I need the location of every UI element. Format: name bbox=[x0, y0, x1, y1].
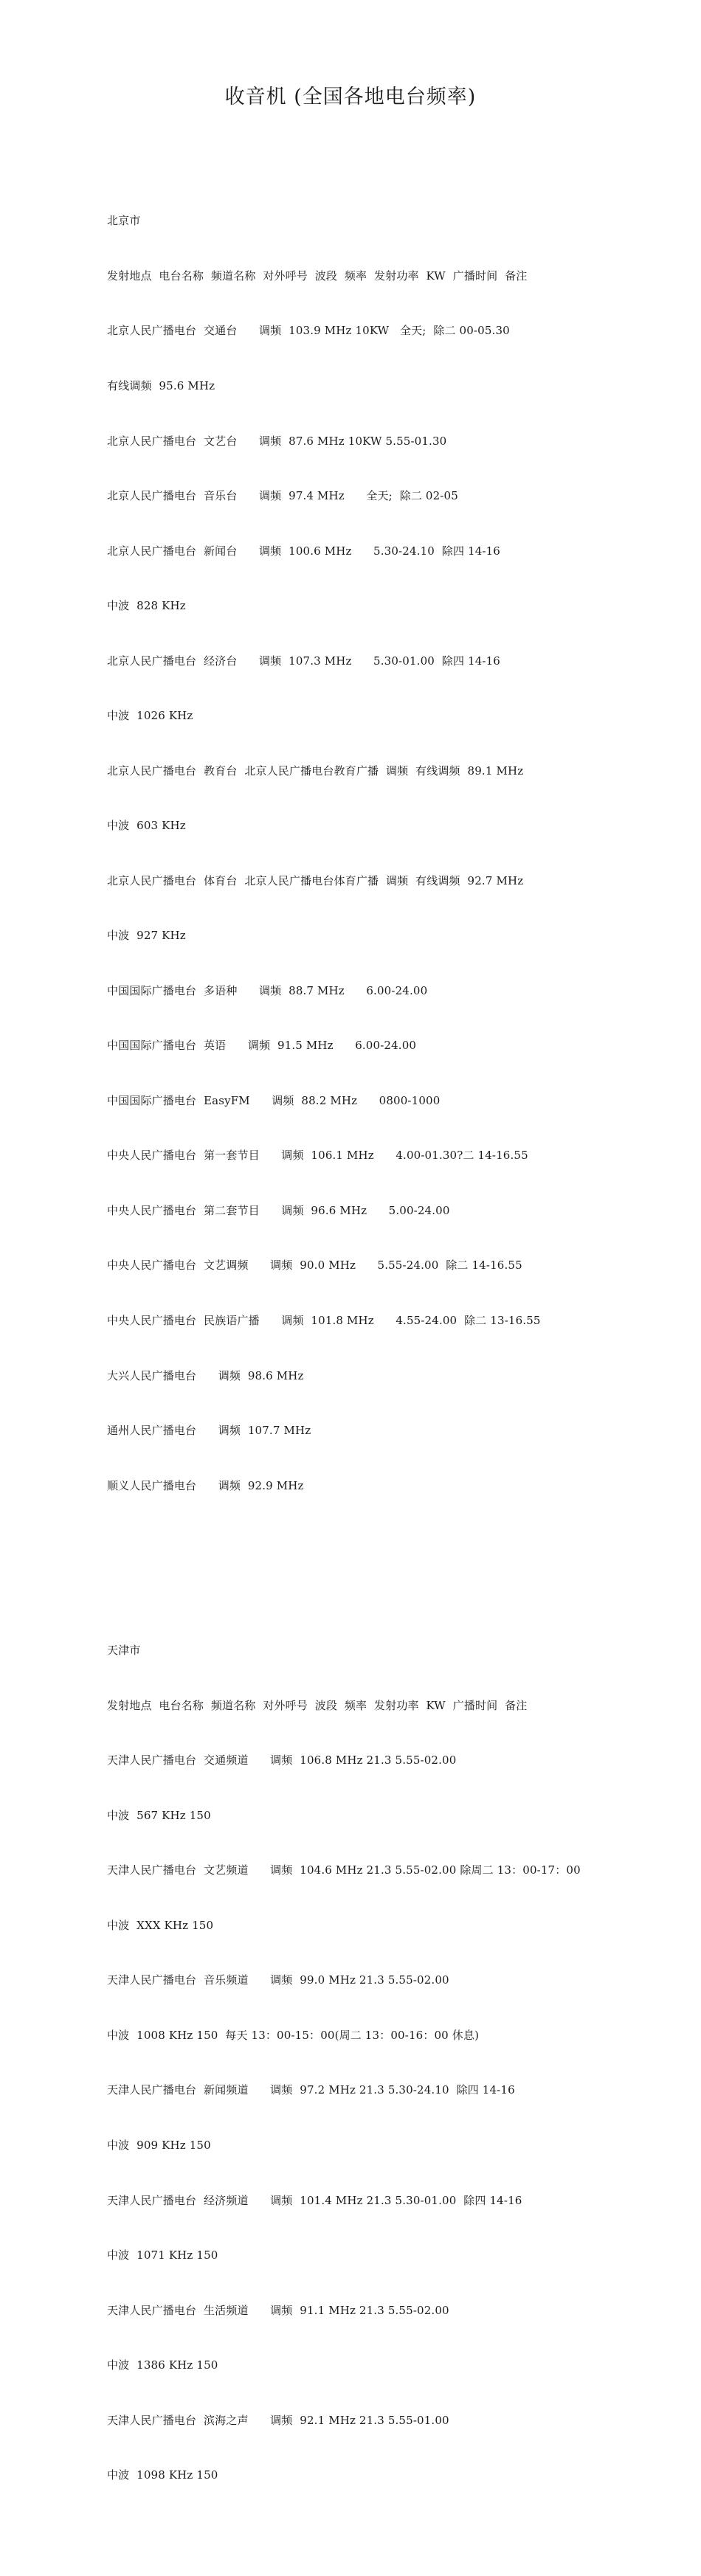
station-line: 有线调频 95.6 MHz bbox=[107, 378, 215, 392]
column-header-line: 发射地点 电台名称 频道名称 对外呼号 波段 频率 发射功率 KW 广播时间 备注 bbox=[107, 1698, 528, 1712]
section-heading: 天津市 bbox=[107, 1644, 141, 1658]
station-line: 中波 603 KHz bbox=[107, 819, 186, 833]
station-line: 中波 828 KHz bbox=[107, 599, 186, 613]
station-line: 北京人民广播电台 文艺台 调频 87.6 MHz 10KW 5.55-01.30 bbox=[107, 434, 447, 448]
station-line: 北京人民广播电台 经济台 调频 107.3 MHz 5.30-01.00 除四 14-16 bbox=[107, 654, 500, 668]
station-line: 中央人民广播电台 文艺调频 调频 90.0 MHz 5.55-24.00 除二 14-16.55 bbox=[107, 1258, 522, 1273]
station-line: 中波 1026 KHz bbox=[107, 709, 193, 723]
station-line: 中波 909 KHz 150 bbox=[107, 2138, 211, 2152]
station-line: 中国国际广播电台 EasyFM 调频 88.2 MHz 0800-1000 bbox=[107, 1093, 441, 1107]
station-line: 中波 567 KHz 150 bbox=[107, 1808, 211, 1822]
station-line: 北京人民广播电台 体育台 北京人民广播电台体育广播 调频 有线调频 92.7 MHz bbox=[107, 873, 524, 887]
station-line: 通州人民广播电台 调频 107.7 MHz bbox=[107, 1424, 311, 1438]
station-line: 北京人民广播电台 音乐台 调频 97.4 MHz 全天; 除二 02-05 bbox=[107, 489, 458, 503]
station-line: 中国国际广播电台 英语 调频 91.5 MHz 6.00-24.00 bbox=[107, 1039, 417, 1053]
station-line: 天津人民广播电台 新闻频道 调频 97.2 MHz 21.3 5.30-24.10 除四 14-16 bbox=[107, 2083, 515, 2097]
station-line: 大兴人民广播电台 调频 98.6 MHz bbox=[107, 1368, 304, 1382]
station-line: 中波 1071 KHz 150 bbox=[107, 2248, 218, 2262]
station-line: 中波 XXX KHz 150 bbox=[107, 1918, 214, 1932]
station-line: 天津人民广播电台 经济频道 调频 101.4 MHz 21.3 5.30-01.00 除四 14-16 bbox=[107, 2193, 522, 2207]
station-line: 北京人民广播电台 交通台 调频 103.9 MHz 10KW 全天; 除二 00-05.30 bbox=[107, 324, 510, 338]
station-line: 天津人民广播电台 生活频道 调频 91.1 MHz 21.3 5.55-02.00 bbox=[107, 2303, 449, 2317]
station-line: 中国国际广播电台 多语种 调频 88.7 MHz 6.00-24.00 bbox=[107, 983, 428, 997]
station-line: 天津人民广播电台 音乐频道 调频 99.0 MHz 21.3 5.55-02.00 bbox=[107, 1973, 449, 1987]
station-line: 中波 1008 KHz 150 每天 13：00-15：00(周二 13：00-16：00 休息) bbox=[107, 2028, 480, 2042]
column-header-line: 发射地点 电台名称 频道名称 对外呼号 波段 频率 发射功率 KW 广播时间 备注 bbox=[107, 269, 528, 283]
station-line: 中央人民广播电台 第一套节目 调频 106.1 MHz 4.00-01.30?二 14-16.55 bbox=[107, 1149, 528, 1163]
station-line: 中波 1098 KHz 150 bbox=[107, 2468, 218, 2482]
document-body bbox=[107, 139, 683, 2576]
page-title: 收音机 (全国各地电台频率) bbox=[224, 86, 477, 108]
station-line: 天津人民广播电台 滨海之声 调频 92.1 MHz 21.3 5.55-01.00 bbox=[107, 2413, 449, 2427]
section-tianjin bbox=[107, 1605, 683, 2521]
station-line: 天津人民广播电台 交通频道 调频 106.8 MHz 21.3 5.55-02.00 bbox=[107, 1753, 457, 1767]
station-line: 中波 927 KHz bbox=[107, 929, 186, 943]
station-line: 中央人民广播电台 第二套节目 调频 96.6 MHz 5.00-24.00 bbox=[107, 1203, 450, 1217]
station-line: 中波 1386 KHz 150 bbox=[107, 2358, 218, 2372]
section-heading: 北京市 bbox=[107, 214, 141, 228]
station-line: 北京人民广播电台 新闻台 调频 100.6 MHz 5.30-24.10 除四 14-16 bbox=[107, 544, 500, 558]
station-line: 中央人民广播电台 民族语广播 调频 101.8 MHz 4.55-24.00 除二 13-16.55 bbox=[107, 1314, 541, 1327]
station-line: 北京人民广播电台 教育台 北京人民广播电台教育广播 调频 有线调频 89.1 MHz bbox=[107, 764, 524, 778]
station-line: 顺义人民广播电台 调频 92.9 MHz bbox=[107, 1478, 304, 1492]
station-line: 天津人民广播电台 文艺频道 调频 104.6 MHz 21.3 5.55-02.00 除周二 13：00-17：00 bbox=[107, 1863, 581, 1877]
section-beijing bbox=[107, 176, 683, 1531]
